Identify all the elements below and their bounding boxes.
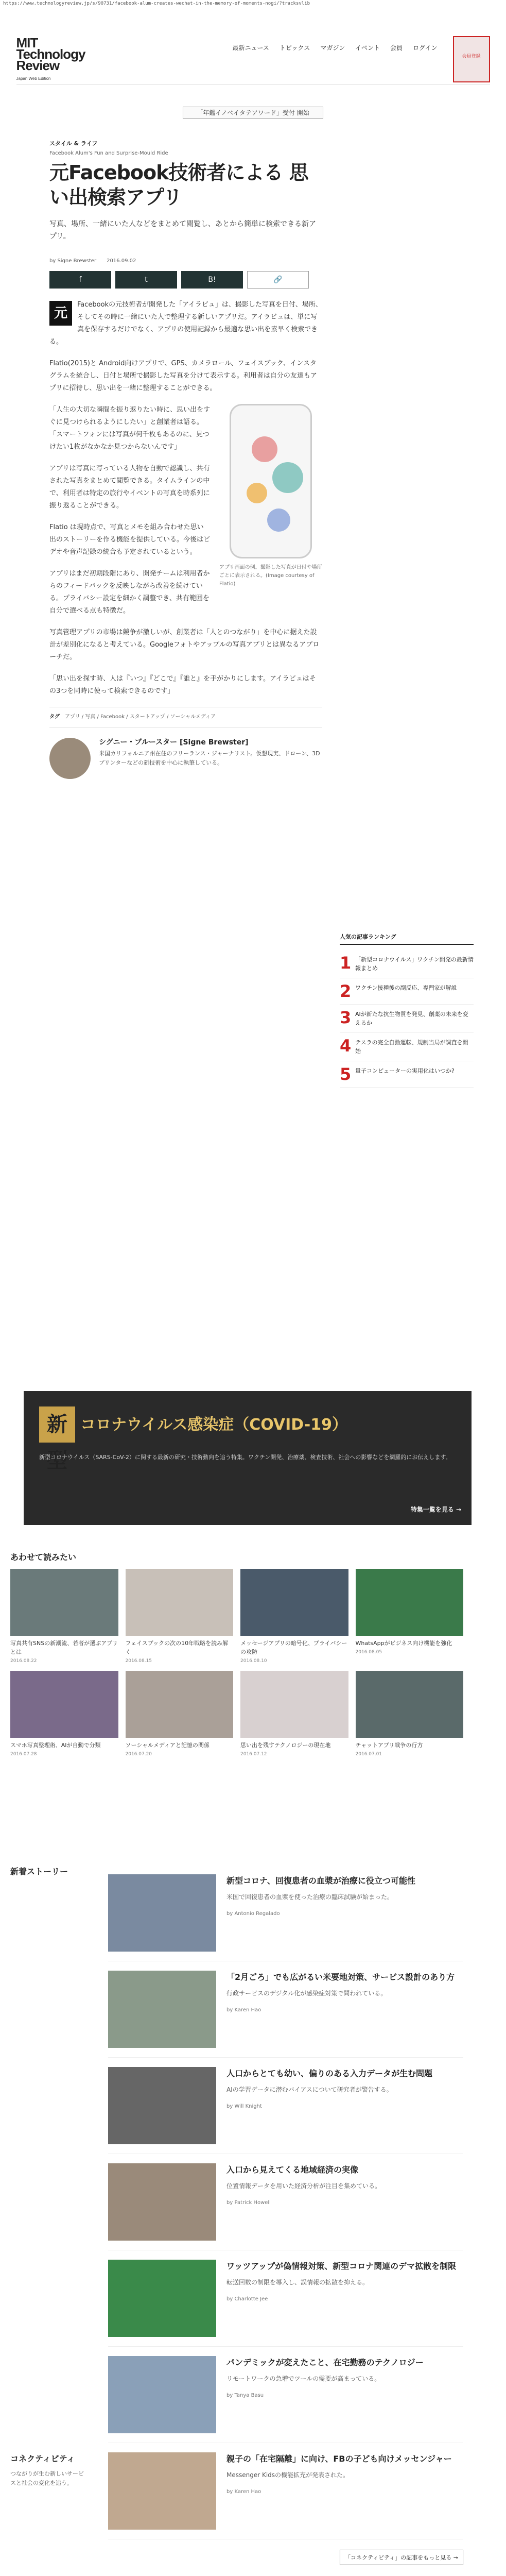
- related-card[interactable]: スマホ写真整理術、AIが自動で分類 2016.07.28: [10, 1671, 118, 1757]
- paragraph: アプリはまだ初期段階にあり、開発チームは利用者からのフィードバックを反映しながら改善を続けている。プライバシー設定を細かく調整でき、共有範囲を自分で選べる点も特徴だ。: [49, 570, 210, 615]
- article-figure: [219, 404, 322, 588]
- covid-description: 新型コロナウイルス（SARS-CoV-2）に関する最新の研究・技術動向を追う特集。ワクチン開発、治療薬、検査技術、社会への影響などを網羅的にお伝えします。: [39, 1454, 451, 1461]
- covid-more-link[interactable]: 特集一覧を見る →: [410, 1506, 461, 1513]
- nav-item[interactable]: 最新ニュース: [232, 44, 269, 52]
- ranking-item[interactable]: 3 AIが新たな抗生物質を発見、創薬の未来を変えるか: [340, 1005, 474, 1033]
- facebook-share-button[interactable]: f: [49, 271, 111, 289]
- ranking-sidebar: [340, 933, 474, 1088]
- related-title: あわせて読みたい: [10, 1552, 77, 1562]
- connectivity-column: [10, 2452, 88, 2488]
- article-subkicker: Facebook Alum's Fun and Surprise-Mould Ride: [49, 150, 168, 156]
- thumbnail-image: [126, 1671, 234, 1738]
- story-item[interactable]: 人口からとても幼い、偏りのある入力データが生む問題 AIの学習データに潜むバイアスについて研究者が警告する。 by Will Knight: [108, 2058, 463, 2154]
- author-bio: 米国カリフォルニア州在住のフリーランス・ジャーナリスト。仮想現実、ドローン、3Dプリンターなどの新技術を中心に執筆している。: [99, 750, 320, 766]
- nav-item[interactable]: トピックス: [279, 44, 310, 52]
- covid-badge: 新型: [39, 1406, 75, 1443]
- dropcap: 元: [49, 301, 72, 326]
- related-articles: [10, 1551, 463, 1757]
- article-deck: 写真、場所、一緒にいた人などをまとめて閲覧し、あとから簡単に検索できる新アプリ。: [49, 220, 316, 241]
- connectivity-text: つながりが生む新しいサービスと社会の変化を追う。: [10, 2470, 84, 2486]
- copy-link-button[interactable]: 🔗: [247, 271, 309, 289]
- share-bar: [49, 271, 322, 289]
- paragraph: 元 Facebookの元技術者が開発した「アイラビュ」は、撮影した写真を日付、場所、そしてその時に一緒にいた人で整理する新しいアプリだ。アイラビュは、単に写真を保存するだけでなく、アプリの使用記録から最適な思い出を素早く検索できる。: [49, 301, 322, 346]
- related-card[interactable]: WhatsAppがビジネス向け機能を強化 2016.08.05: [356, 1569, 464, 1664]
- twitter-share-button[interactable]: t: [115, 271, 177, 289]
- article-tags: タグ アプリ / 写真 / Facebook / スタートアップ / ソーシャルメディア: [49, 707, 322, 727]
- byline: [49, 258, 322, 264]
- site-logo[interactable]: MIT Technology Review Japan Web Edition: [16, 35, 85, 81]
- story-item[interactable]: 親子の「在宅隔離」に向け、FBの子ども向けメッセンジャー Messenger Kidsの機能拡充が発表された。 by Karen Hao: [108, 2443, 463, 2539]
- thumbnail-image: [240, 1671, 348, 1738]
- article-kicker[interactable]: スタイル & ライフ: [49, 140, 98, 147]
- site-header: [16, 7, 490, 84]
- new-stories-title: 新着ストーリー: [10, 1867, 68, 1876]
- author-box: [49, 738, 322, 779]
- related-card[interactable]: 写真共有SNSの新潮流、若者が選ぶアプリとは 2016.08.22: [10, 1569, 118, 1664]
- paragraph: Flatio は現時点で、写真とメモを組み合わせた思い出のストーリーを作る機能を提供している。今後はビデオや音声記録の統合も予定されているという。: [49, 523, 211, 556]
- story-item[interactable]: 入口から見えてくる地域経済の実像 位置情報データを用いた経済分析が注目を集めている。 by Patrick Howell: [108, 2154, 463, 2250]
- paragraph: 「人生の大切な瞬間を振り返りたい時に、思い出をすぐに見つけられるようにしたい」と創業者は語る。「スマートフォンには写真が何千枚もあるのに、見つけたい1枚がなかなか見つからないんです」: [49, 406, 211, 451]
- related-card[interactable]: メッセージアプリの暗号化、プライバシーの攻防 2016.08.10: [240, 1569, 348, 1664]
- nav-item[interactable]: 会員: [390, 44, 403, 52]
- main-nav: [233, 43, 438, 52]
- nav-item[interactable]: イベント: [355, 44, 380, 52]
- story-item[interactable]: 「2月ごろ」でも広がるい米要地対策、サービス設計のあり方 行政サービスのデジタル化が感染症対策で問われている。 by Karen Hao: [108, 1961, 463, 2058]
- author-link[interactable]: by Signe Brewster: [49, 258, 97, 264]
- author-name[interactable]: シグニー・ブルースター [Signe Brewster]: [99, 738, 249, 747]
- ranking-title: 人気の記事ランキング: [340, 933, 474, 945]
- related-card[interactable]: チャットアプリ戦争の行方 2016.07.01: [356, 1671, 464, 1757]
- thumbnail-image: [356, 1569, 464, 1636]
- article-title: 元Facebook技術者による 思い出検索アプリ: [49, 161, 308, 209]
- promo-badge[interactable]: 会員登録: [453, 36, 490, 82]
- story-item[interactable]: ワッツアップが偽情報対策、新型コロナ関連のデマ拡散を制限 転送回数の制限を導入し、誤情報の拡散を抑える。 by Charlotte Jee: [108, 2250, 463, 2347]
- story-item[interactable]: パンデミックが変えたこと、在宅勤務のテクノロジー リモートワークの急増でツールの需要が高まっている。 by Tanya Basu: [108, 2347, 463, 2443]
- ranking-item[interactable]: 2 ワクチン接種後の副反応、専門家が解説: [340, 978, 474, 1005]
- ranking-item[interactable]: 4 テスラの完全自動運転、規制当局が調査を開始: [340, 1033, 474, 1061]
- article: [49, 139, 322, 800]
- figure-caption: アプリ画面の例。撮影した写真が日付や場所ごとに表示される。(Image courtesy of Flatio): [219, 565, 322, 587]
- top-banner[interactable]: 「年鑑イノベイタテアワード」受付 開始: [16, 108, 490, 117]
- thumbnail-image: [10, 1569, 118, 1636]
- tag-list[interactable]: アプリ / 写真 / Facebook / スタートアップ / ソーシャルメディア: [65, 714, 216, 720]
- related-card[interactable]: ソーシャルメディアと記憶の関係 2016.07.20: [126, 1671, 234, 1757]
- paragraph: 「思い出を探す時、人は『いつ』『どこで』『誰と』を手がかりにします。アイラビュはその3つを同時に使って検索できるのです」: [49, 675, 316, 695]
- covid-title: コロナウイルス感染症（COVID-19）: [80, 1416, 347, 1434]
- paragraph: アプリは写真に写っている人物を自動で認識し、共有された写真をまとめて閲覧できる。タイムラインの中で、利用者は特定の旅行やイベントの写真を時系列に振り返ることができる。: [49, 465, 210, 510]
- ranking-item[interactable]: 5 量子コンピューターの実用化はいつか?: [340, 1061, 474, 1088]
- related-card[interactable]: フェイスブックの次の10年戦略を読み解く 2016.08.15: [126, 1569, 234, 1664]
- nav-item[interactable]: マガジン: [320, 44, 345, 52]
- more-stories-button[interactable]: 「コネクティビティ」の記事をもっと見る →: [340, 2550, 463, 2565]
- story-item[interactable]: 新型コロナ、回復患者の血漿が治療に役立つ可能性 米国で回復患者の血漿を使った治療の臨床試験が始まった。 by Antonio Regalado: [108, 1865, 463, 1961]
- thumbnail-image: [10, 1671, 118, 1738]
- article-body: [49, 299, 322, 698]
- phone-screenshot-image: [230, 404, 312, 558]
- publish-date: 2016.09.02: [107, 258, 136, 264]
- new-stories: [10, 1865, 463, 2565]
- hatena-share-button[interactable]: B!: [181, 271, 243, 289]
- thumbnail-image: [240, 1569, 348, 1636]
- connectivity-title: コネクティビティ: [10, 2454, 75, 2464]
- thumbnail-image: [126, 1569, 234, 1636]
- paragraph: 写真管理アプリの市場は競争が激しいが、創業者は「人とのつながり」を中心に据えた設計が差別化になると考えている。Googleフォトやアップルの写真アプリとは異なるアプローチだ。: [49, 629, 320, 661]
- url-bar[interactable]: https://www.technologyreview.jp/s/90731/facebook-alum-creates-wechat-in-the-memory-of-moments-nogi/?tracksvlib: [3, 1, 310, 6]
- paragraph: Flatio(2015)と Android向けアプリで、GPS、カメラロール、フェイスブック、インスタグラムを統合し、日付と場所で撮影した写真を分けて表示する。利用者は自分の友達もアプリに招待し、思い出を一緒に整理することができる。: [49, 360, 317, 392]
- ranking-item[interactable]: 1 「新型コロナウイルス」ワクチン開発の最新情報まとめ: [340, 950, 474, 978]
- covid-feature-banner[interactable]: [24, 1391, 472, 1525]
- thumbnail-image: [356, 1671, 464, 1738]
- nav-item[interactable]: ログイン: [413, 44, 438, 52]
- related-card[interactable]: 思い出を残すテクノロジーの現在地 2016.07.12: [240, 1671, 348, 1757]
- avatar[interactable]: [49, 738, 91, 779]
